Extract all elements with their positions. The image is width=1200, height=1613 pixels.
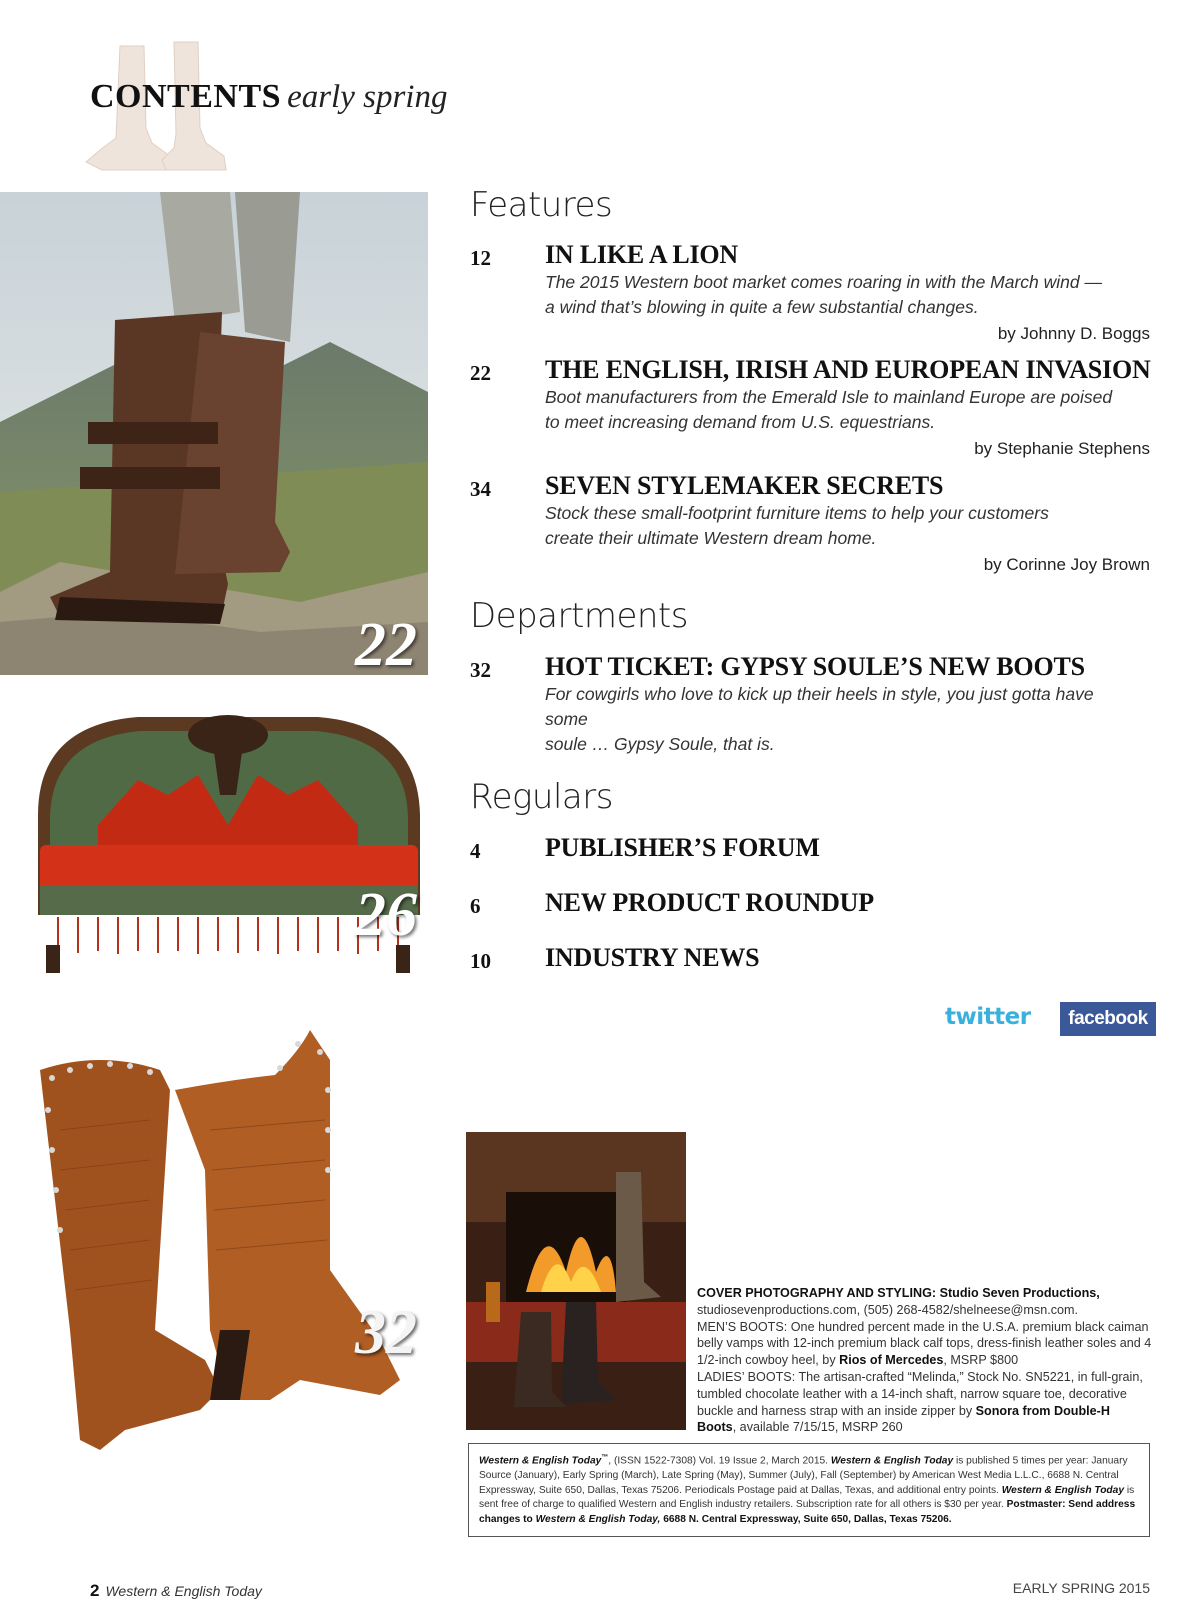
contents-header [90, 78, 447, 116]
credits-contact: studiosevenproductions.com, (505) 268-4582/shelneese@msn.com. [697, 1302, 1079, 1317]
facebook-logo-link[interactable]: facebook [1060, 1002, 1156, 1036]
cover-fireplace-photo [466, 1132, 686, 1430]
studded-cowboy-boots-photo [30, 1030, 420, 1460]
feature-title-link[interactable]: IN LIKE A LION [545, 240, 738, 269]
feature-description [545, 270, 1135, 320]
feature-description [545, 501, 1135, 551]
department-page: 32 [470, 658, 491, 682]
photo-page-number: 22 [355, 611, 417, 679]
desc-line: to meet increasing demand from U.S. equestrians. [545, 412, 936, 432]
desc-line: For cowgirls who love to kick up their heels in style, you just gotta have some [545, 684, 1094, 729]
department-description [545, 682, 1135, 757]
feature-byline: by Stephanie Stephens [974, 439, 1150, 458]
contents-label: CONTENTS [90, 78, 282, 115]
season-label: early spring [287, 79, 448, 115]
twitter-logo-link[interactable]: twitter [945, 1004, 1031, 1030]
desc-line: Stock these small-footprint furniture items to help your customers [545, 503, 1049, 523]
page-number: 2 [90, 1581, 100, 1600]
longhorn-settee-photo [28, 705, 428, 997]
regular-page: 4 [470, 839, 481, 863]
regular-title-link[interactable]: PUBLISHER’S FORUM [545, 833, 820, 862]
ladies-boots-credit: LADIES’ BOOTS: The artisan-crafted “Melinda,” Stock No. SN5221, in full-grain, tumbled chocolate leather with a 14-inch shaft, narrow square toe, decorative buckle and harness strap with an inside zipper by Sonora from Double-H Boots, available 7/15/15, MSRP 260 [697, 1369, 1143, 1435]
feature-description [545, 385, 1135, 435]
publication-info-box: Western & English Today™, (ISSN 1522-7308) Vol. 19 Issue 2, March 2015. Western & English Today is published 5 times per year: January Source (January), Early Spring (March), Late Spring (May), Summer (July), Fall (September) by American West Media L.L.C., 6688 N. Central Expressway, Suite 650, Dallas, Texas 75206. Periodicals Postage paid at Dallas, Texas, and additional entry points. Western & English Today is sent free of charge to qualified Western and English industry retailers. Subscription rate for all others is $30 per year. Postmaster: Send address changes to Western & English Today, 6688 N. Central Expressway, Suite 650, Dallas, Texas 75206. [468, 1443, 1150, 1537]
footer-issue: EARLY SPRING 2015 [1012, 1580, 1150, 1596]
regular-page: 6 [470, 894, 481, 918]
features-heading: Features [470, 185, 613, 225]
feature-page: 12 [470, 246, 491, 270]
feature-page: 22 [470, 361, 491, 385]
desc-line: Boot manufacturers from the Emerald Isle to mainland Europe are poised [545, 387, 1113, 407]
regular-title-link[interactable]: NEW PRODUCT ROUNDUP [545, 888, 874, 917]
desc-line: create their ultimate Western dream home. [545, 528, 877, 548]
feature-title-link[interactable]: SEVEN STYLEMAKER SECRETS [545, 471, 944, 500]
departments-heading: Departments [470, 596, 688, 636]
regular-title-link[interactable]: INDUSTRY NEWS [545, 943, 760, 972]
desc-line: The 2015 Western boot market comes roaring in with the March wind — [545, 272, 1103, 292]
regulars-heading: Regulars [470, 777, 613, 817]
mens-boots-credit: MEN’S BOOTS: One hundred percent made in the U.S.A. premium black caiman belly vamps with 12-inch premium black calf tops, dress-finish leather soles and 4 1/2-inch cowboy heel, by Rios of Mercedes, MSRP $800 [697, 1319, 1152, 1368]
feature-byline: by Johnny D. Boggs [997, 324, 1150, 343]
footer-magazine-name: Western & English Today [105, 1583, 262, 1599]
cover-credits [697, 1285, 1152, 1436]
regular-page: 10 [470, 949, 491, 973]
department-title-link[interactable]: HOT TICKET: GYPSY SOULE’S NEW BOOTS [545, 652, 1085, 681]
photo-page-number: 32 [355, 1299, 417, 1367]
photo-page-number: 26 [355, 881, 417, 949]
footer-left [90, 1581, 262, 1601]
credits-heading: COVER PHOTOGRAPHY AND STYLING: Studio Seven Productions, [697, 1286, 1100, 1300]
feature-page: 34 [470, 477, 491, 501]
feature-title-link[interactable]: THE ENGLISH, IRISH AND EUROPEAN INVASION [545, 355, 1151, 384]
feature-byline: by Corinne Joy Brown [983, 555, 1150, 574]
desc-line: soule … Gypsy Soule, that is. [545, 734, 775, 754]
desc-line: a wind that’s blowing in quite a few substantial changes. [545, 297, 979, 317]
boots-on-rock-photo [0, 192, 428, 675]
